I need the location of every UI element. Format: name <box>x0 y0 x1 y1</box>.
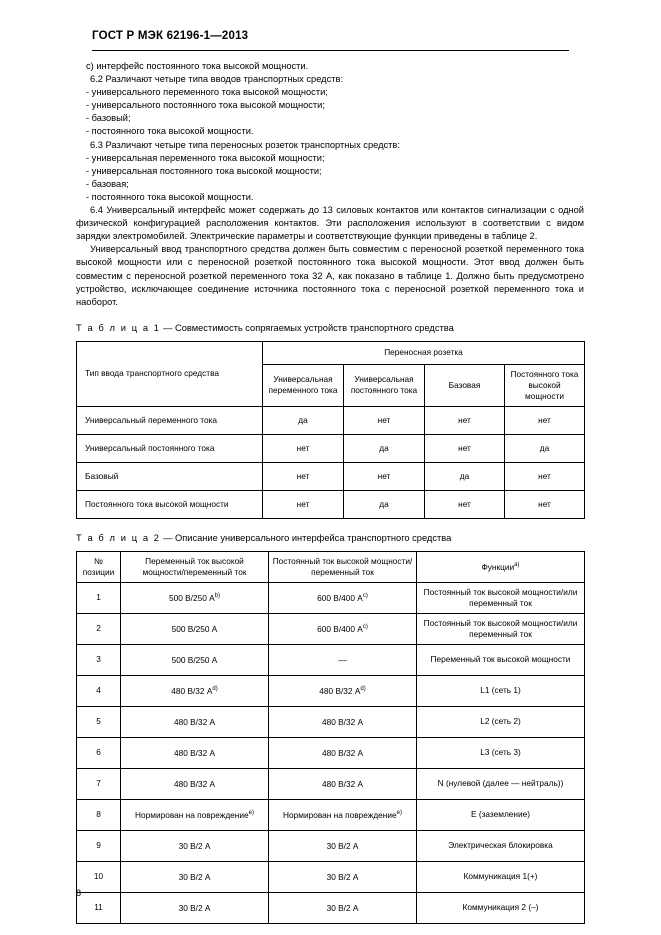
table2-cell-position: 11 <box>77 892 121 923</box>
table2-cell-function: Коммуникация 1(+) <box>417 861 585 892</box>
table1-cell: да <box>344 490 425 518</box>
table2-cell-ac-text: 480 В/32 А <box>171 686 213 697</box>
table2-cell-dc <box>269 892 417 923</box>
table2-cell-position: 2 <box>77 613 121 644</box>
table1-cell: да <box>425 462 505 490</box>
table1-row-label: Базовый <box>77 462 263 490</box>
table2-cell-ac-text: 500 В/250 А <box>168 593 215 604</box>
table-row <box>77 861 585 892</box>
table1-cell: нет <box>505 462 585 490</box>
table-row <box>77 644 585 675</box>
table2-cell-dc <box>269 768 417 799</box>
table2-cell-ac <box>121 644 269 675</box>
table2-cell-dc <box>269 675 417 706</box>
table2-cell-position: 8 <box>77 799 121 830</box>
table1-cell: да <box>344 434 425 462</box>
table2-cell-dc <box>269 706 417 737</box>
table1-cell: нет <box>425 434 505 462</box>
table2-cell-position: 5 <box>77 706 121 737</box>
table-row <box>77 462 585 490</box>
table2-cell-function: Электрическая блокировка <box>417 830 585 861</box>
table-row <box>77 406 585 434</box>
table2-cell-ac <box>121 706 269 737</box>
table1-col-header-1: Универсальная переменного тока <box>263 364 344 406</box>
table2-cell-ac-text: 480 В/32 А <box>173 748 216 759</box>
table-row <box>77 613 585 644</box>
table2-cell-ac <box>121 582 269 613</box>
paragraph-compat: Универсальный ввод транспортного средства должен быть совместим с переносной розеткой переменного тока высокой мощности или с переносной розеткой постоянного тока высокой мощности. Этот ввод должен быть совместим с переносной розеткой переменного тока 32 А, как показано в таблице 1. Должно быть предусмотрено устройство, исключающее соединение источника постоянного тока с переносной розеткой переменного тока и наоборот. <box>76 244 584 307</box>
table2-col-header-4-text: Функции <box>481 562 515 573</box>
table2-cell-position: 4 <box>77 675 121 706</box>
table-row <box>77 490 585 518</box>
table2-cell-dc-text: 30 В/2 А <box>326 841 359 852</box>
table2-cell-ac-text: 30 В/2 А <box>178 872 211 883</box>
table-row <box>77 737 585 768</box>
table2-col-header-1: № позиции <box>77 551 121 582</box>
table2-cell-function: L2 (сеть 2) <box>417 706 585 737</box>
table1-cell: нет <box>344 406 425 434</box>
table-row <box>77 768 585 799</box>
table2-caption <box>76 533 584 543</box>
table1-col-header-2: Универсальная постоянного тока <box>344 364 425 406</box>
table1-caption-text: — Совместимость сопрягаемых устройств транспортного средства <box>160 322 454 333</box>
table1-row-label: Универсальный переменного тока <box>77 406 263 434</box>
table2-cell-dc-sup: e) <box>396 810 402 817</box>
table1-row-label: Постоянного тока высокой мощности <box>77 490 263 518</box>
paragraph-6-4: 6.4 Универсальный интерфейс может содержать до 13 силовых контактов или контактов сигнализации с одной физической конфигурацией расположения контактов. Эти расположения используют в соответствии с видом зарядки электромобилей. Электрические параметры и соответствующие функции приведены в таблице 2. <box>76 205 584 242</box>
table2-cell-dc-sup: c) <box>362 593 368 600</box>
table2-cell-dc-sup: d) <box>360 686 366 693</box>
table2-cell-ac-text: 480 В/32 А <box>173 779 216 790</box>
table2-cell-ac-text: 30 В/2 А <box>178 841 211 852</box>
table2-cell-position: 6 <box>77 737 121 768</box>
table2-cell-function: N (нулевой (далее — нейтраль)) <box>417 768 585 799</box>
table1-group-header: Переносная розетка <box>263 341 585 364</box>
list-item-6-3-1: - универсальная переменного тока высокой мощности; <box>86 152 325 163</box>
table2-cell-ac <box>121 799 269 830</box>
table-compatibility <box>76 341 585 519</box>
table1-cell: нет <box>425 406 505 434</box>
table2-cell-dc-text: 600 В/400 А <box>317 624 363 635</box>
page-content <box>76 60 584 924</box>
table1-cell: нет <box>344 462 425 490</box>
table2-cell-position: 1 <box>77 582 121 613</box>
table2-cell-dc-text: 480 В/32 А <box>319 686 361 697</box>
table2-cell-dc <box>269 644 417 675</box>
table1-cell: да <box>505 434 585 462</box>
table1-cell: да <box>263 406 344 434</box>
header-rule <box>92 50 569 51</box>
table2-cell-dc <box>269 613 417 644</box>
list-item-6-2-3: - базовый; <box>86 113 131 124</box>
table1-cell: нет <box>505 406 585 434</box>
table2-cell-position: 3 <box>77 644 121 675</box>
table2-cell-dc-text: 600 В/400 А <box>317 593 363 604</box>
table2-caption-text: — Описание универсального интерфейса транспортного средства <box>160 532 452 543</box>
table2-cell-ac <box>121 861 269 892</box>
table2-cell-ac <box>121 613 269 644</box>
table2-cell-dc-text: 480 В/32 А <box>321 748 364 759</box>
table1-header-row-1 <box>77 341 585 364</box>
table2-cell-function: L3 (сеть 3) <box>417 737 585 768</box>
table2-col-header-4 <box>417 551 585 582</box>
table1-cell: нет <box>263 490 344 518</box>
table1-col-header-first: Тип ввода транспортного средства <box>77 341 263 406</box>
table2-cell-function: Коммуникация 2 (–) <box>417 892 585 923</box>
table2-cell-dc-text: 480 В/32 А <box>321 717 364 728</box>
table2-cell-ac <box>121 737 269 768</box>
table2-col-header-3: Постоянный ток высокой мощности/переменный ток <box>269 551 417 582</box>
table1-caption <box>76 323 584 333</box>
table2-cell-ac-text: 500 В/250 А <box>171 655 218 666</box>
table-row <box>77 675 585 706</box>
table2-cell-function: Постоянный ток высокой мощности/или переменный ток <box>417 582 585 613</box>
list-item-6-3-2: - универсальная постоянного тока высокой мощности; <box>86 165 322 176</box>
page-header: ГОСТ Р МЭК 62196-1—2013 <box>92 30 249 42</box>
table1-col-header-3: Базовая <box>425 364 505 406</box>
table-row <box>77 582 585 613</box>
table2-cell-dc-text: 30 В/2 А <box>326 872 359 883</box>
paragraph-6-2: 6.2 Различают четыре типа вводов транспортных средств: <box>90 74 344 85</box>
table2-cell-ac-sup: e) <box>248 810 254 817</box>
table2-cell-dc-text: — <box>338 655 347 666</box>
table2-cell-ac <box>121 675 269 706</box>
table-row <box>77 892 585 923</box>
list-item-6-2-2: - универсального постоянного тока высокой мощности; <box>86 100 325 111</box>
table1-row-label: Универсальный постоянного тока <box>77 434 263 462</box>
table2-cell-position: 7 <box>77 768 121 799</box>
table1-cell: нет <box>505 490 585 518</box>
table2-cell-ac-text: 500 В/250 А <box>171 624 218 635</box>
table2-cell-dc <box>269 799 417 830</box>
list-item-6-3-4: - постоянного тока высокой мощности. <box>86 191 254 202</box>
table-row <box>77 434 585 462</box>
list-item-6-2-4: - постоянного тока высокой мощности. <box>86 126 254 137</box>
table2-cell-ac-text: 480 В/32 А <box>173 717 216 728</box>
table2-cell-function: E (заземление) <box>417 799 585 830</box>
table2-header-row <box>77 551 585 582</box>
paragraph-c: c) интерфейс постоянного тока высокой мощности. <box>86 61 309 71</box>
table2-cell-ac-sup: b) <box>214 593 220 600</box>
table2-cell-function: Постоянный ток высокой мощности/или переменный ток <box>417 613 585 644</box>
table2-cell-dc <box>269 861 417 892</box>
table1-col-header-4: Постоянного тока высокой мощности <box>505 364 585 406</box>
table-universal-interface <box>76 551 585 924</box>
table2-cell-dc <box>269 737 417 768</box>
table2-cell-position: 9 <box>77 830 121 861</box>
table2-cell-ac <box>121 768 269 799</box>
table2-cell-dc-text: 480 В/32 А <box>321 779 364 790</box>
table2-cell-dc-text: Нормирован на повреждение <box>283 810 397 821</box>
table2-cell-ac-text: 30 В/2 А <box>178 903 211 914</box>
table2-cell-ac <box>121 892 269 923</box>
table2-cell-dc <box>269 582 417 613</box>
table1-cell: нет <box>263 434 344 462</box>
table2-cell-function: L1 (сеть 1) <box>417 675 585 706</box>
table2-cell-dc-sup: c) <box>362 624 368 631</box>
table1-cell: нет <box>425 490 505 518</box>
paragraph-6-3: 6.3 Различают четыре типа переносных розеток транспортных средств: <box>90 139 400 150</box>
list-item-6-2-1: - универсального переменного тока высокой мощности; <box>86 87 328 98</box>
table2-cell-function: Переменный ток высокой мощности <box>417 644 585 675</box>
table2-cell-ac <box>121 830 269 861</box>
table-row <box>77 830 585 861</box>
table2-cell-position: 10 <box>77 861 121 892</box>
table2-caption-label: Т а б л и ц а 2 <box>76 532 161 543</box>
table1-caption-label: Т а б л и ц а 1 <box>76 322 161 333</box>
table-row <box>77 799 585 830</box>
table2-cell-dc-text: 30 В/2 А <box>326 903 359 914</box>
table2-col-header-4-sup: a) <box>514 562 520 569</box>
table2-cell-ac-sup: d) <box>212 686 218 693</box>
table2-col-header-2: Переменный ток высокой мощности/переменный ток <box>121 551 269 582</box>
list-item-6-3-3: - базовая; <box>86 178 129 189</box>
table2-cell-ac-text: Нормирован на повреждение <box>135 810 249 821</box>
table1-cell: нет <box>263 462 344 490</box>
table-row <box>77 706 585 737</box>
table2-cell-dc <box>269 830 417 861</box>
page-number: 8 <box>76 888 82 898</box>
